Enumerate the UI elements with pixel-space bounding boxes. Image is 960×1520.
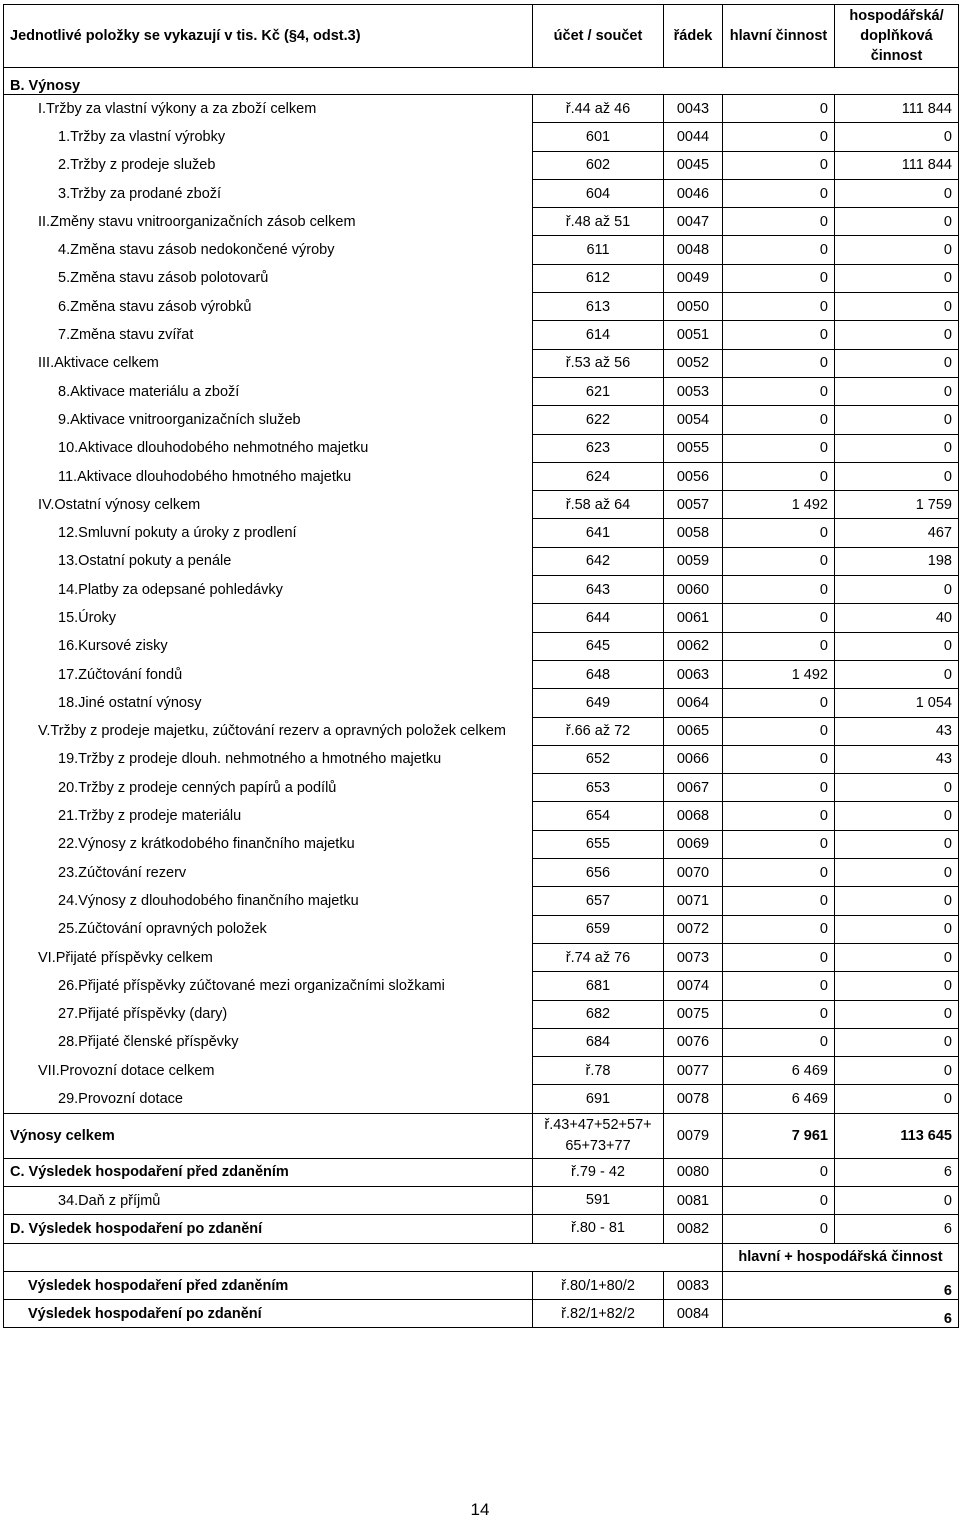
row-main-value: 0 xyxy=(723,1028,835,1056)
row-number: 0044 xyxy=(664,123,723,151)
row-number: 0047 xyxy=(664,208,723,236)
row-label: 28.Přijaté členské příspěvky xyxy=(4,1028,533,1056)
table-row xyxy=(4,519,959,547)
result-after-tax-account: ř.80 - 81 xyxy=(533,1215,664,1243)
row-account: 691 xyxy=(533,1085,664,1113)
income-tax-label: 34.Daň z příjmů xyxy=(4,1186,533,1214)
row-number: 0049 xyxy=(664,264,723,292)
header-secondary-activity: hospodářská/ doplňková činnost xyxy=(835,5,959,68)
row-secondary-value: 0 xyxy=(835,434,959,462)
row-number: 0054 xyxy=(664,406,723,434)
row-number: 0062 xyxy=(664,632,723,660)
row-account: ř.74 až 76 xyxy=(533,943,664,971)
row-label: V.Tržby z prodeje majetku, zúčtování rezerv a opravných položek celkem xyxy=(4,717,533,745)
row-secondary-value: 0 xyxy=(835,774,959,802)
row-secondary-value: 0 xyxy=(835,859,959,887)
row-account: 653 xyxy=(533,774,664,802)
row-main-value: 0 xyxy=(723,462,835,490)
row-account: 659 xyxy=(533,915,664,943)
table-row xyxy=(4,406,959,434)
row-main-value: 0 xyxy=(723,151,835,179)
result-after-tax-row-number: 0082 xyxy=(664,1215,723,1243)
row-number: 0078 xyxy=(664,1085,723,1113)
row-secondary-value: 467 xyxy=(835,519,959,547)
row-account: ř.58 až 64 xyxy=(533,491,664,519)
total-income-label: Výnosy celkem xyxy=(4,1113,533,1158)
row-number: 0069 xyxy=(664,830,723,858)
row-label: 11.Aktivace dlouhodobého hmotného majetku xyxy=(4,462,533,490)
result-after-tax-label: D. Výsledek hospodaření po zdanění xyxy=(4,1215,533,1243)
row-account: 681 xyxy=(533,972,664,1000)
row-number: 0072 xyxy=(664,915,723,943)
result-after-tax xyxy=(4,1215,959,1243)
row-account: 624 xyxy=(533,462,664,490)
table-row xyxy=(4,943,959,971)
row-account: 622 xyxy=(533,406,664,434)
table-row xyxy=(4,349,959,377)
row-number: 0043 xyxy=(664,95,723,123)
row-main-value: 0 xyxy=(723,859,835,887)
row-secondary-value: 0 xyxy=(835,293,959,321)
income-tax-secondary-value: 0 xyxy=(835,1186,959,1214)
row-label: 24.Výnosy z dlouhodobého finančního majetku xyxy=(4,887,533,915)
row-account: 613 xyxy=(533,293,664,321)
table-body xyxy=(4,5,959,1328)
summary-header-row xyxy=(4,1243,959,1271)
row-account: 614 xyxy=(533,321,664,349)
row-account: 604 xyxy=(533,179,664,207)
table-row xyxy=(4,264,959,292)
row-secondary-value: 0 xyxy=(835,943,959,971)
table-row xyxy=(4,745,959,773)
header-description: Jednotlivé položky se vykazují v tis. Kč (§4, odst.3) xyxy=(4,5,533,68)
row-secondary-value: 0 xyxy=(835,236,959,264)
row-main-value: 0 xyxy=(723,576,835,604)
row-main-value: 0 xyxy=(723,264,835,292)
row-secondary-value: 0 xyxy=(835,321,959,349)
table-row xyxy=(4,660,959,688)
row-label: 8.Aktivace materiálu a zboží xyxy=(4,377,533,405)
table-row xyxy=(4,859,959,887)
row-account: 652 xyxy=(533,745,664,773)
table-row xyxy=(4,1028,959,1056)
row-number: 0070 xyxy=(664,859,723,887)
row-number: 0048 xyxy=(664,236,723,264)
row-secondary-value: 0 xyxy=(835,660,959,688)
row-account: 602 xyxy=(533,151,664,179)
table-row xyxy=(4,604,959,632)
row-secondary-value: 0 xyxy=(835,1085,959,1113)
total-income-account: ř.43+47+52+57+ 65+73+77 xyxy=(533,1113,664,1158)
section-row xyxy=(4,68,959,95)
table-row xyxy=(4,208,959,236)
row-main-value: 0 xyxy=(723,887,835,915)
row-account: 641 xyxy=(533,519,664,547)
row-number: 0077 xyxy=(664,1057,723,1085)
result-after-tax-secondary-value: 6 xyxy=(835,1215,959,1243)
row-number: 0059 xyxy=(664,547,723,575)
result-before-tax-row-number: 0080 xyxy=(664,1158,723,1186)
header-row xyxy=(4,5,959,68)
row-label: VII.Provozní dotace celkem xyxy=(4,1057,533,1085)
table-row xyxy=(4,462,959,490)
table-row xyxy=(4,151,959,179)
row-number: 0064 xyxy=(664,689,723,717)
row-number: 0058 xyxy=(664,519,723,547)
row-account: 643 xyxy=(533,576,664,604)
table-row xyxy=(4,95,959,123)
row-label: II.Změny stavu vnitroorganizačních zásob celkem xyxy=(4,208,533,236)
row-label: 25.Zúčtování opravných položek xyxy=(4,915,533,943)
table-row xyxy=(4,887,959,915)
row-secondary-value: 0 xyxy=(835,208,959,236)
table-row xyxy=(4,774,959,802)
row-account: 623 xyxy=(533,434,664,462)
row-account: 655 xyxy=(533,830,664,858)
row-account: ř.53 až 56 xyxy=(533,349,664,377)
row-label: 5.Změna stavu zásob polotovarů xyxy=(4,264,533,292)
row-label: 6.Změna stavu zásob výrobků xyxy=(4,293,533,321)
table-row xyxy=(4,123,959,151)
income-statement-table xyxy=(3,4,959,1328)
row-label: I.Tržby za vlastní výkony a za zboží celkem xyxy=(4,95,533,123)
row-number: 0071 xyxy=(664,887,723,915)
row-label: 18.Jiné ostatní výnosy xyxy=(4,689,533,717)
row-main-value: 0 xyxy=(723,123,835,151)
row-number: 0073 xyxy=(664,943,723,971)
row-label: 15.Úroky xyxy=(4,604,533,632)
table-row xyxy=(4,377,959,405)
row-number: 0055 xyxy=(664,434,723,462)
row-account: 621 xyxy=(533,377,664,405)
row-main-value: 0 xyxy=(723,406,835,434)
row-label: 27.Přijaté příspěvky (dary) xyxy=(4,1000,533,1028)
table-row xyxy=(4,915,959,943)
row-label: 1.Tržby za vlastní výrobky xyxy=(4,123,533,151)
row-secondary-value: 40 xyxy=(835,604,959,632)
row-number: 0053 xyxy=(664,377,723,405)
table-row xyxy=(4,830,959,858)
row-label: 7.Změna stavu zvířat xyxy=(4,321,533,349)
income-tax-row-number: 0081 xyxy=(664,1186,723,1214)
row-label: 2.Tržby z prodeje služeb xyxy=(4,151,533,179)
row-secondary-value: 0 xyxy=(835,915,959,943)
row-main-value: 0 xyxy=(723,179,835,207)
table-row xyxy=(4,1057,959,1085)
result-before-tax-label: C. Výsledek hospodaření před zdaněním xyxy=(4,1158,533,1186)
row-secondary-value: 0 xyxy=(835,264,959,292)
row-number: 0046 xyxy=(664,179,723,207)
section-title: B. Výnosy xyxy=(4,68,959,95)
row-main-value: 0 xyxy=(723,349,835,377)
row-secondary-value: 43 xyxy=(835,745,959,773)
row-secondary-value: 0 xyxy=(835,462,959,490)
summary-row xyxy=(4,1271,959,1299)
row-number: 0074 xyxy=(664,972,723,1000)
income-tax xyxy=(4,1186,959,1214)
row-account: ř.48 až 51 xyxy=(533,208,664,236)
row-account: 657 xyxy=(533,887,664,915)
row-main-value: 0 xyxy=(723,604,835,632)
table-row xyxy=(4,491,959,519)
row-secondary-value: 1 054 xyxy=(835,689,959,717)
row-main-value: 0 xyxy=(723,830,835,858)
row-main-value: 0 xyxy=(723,547,835,575)
row-secondary-value: 0 xyxy=(835,972,959,1000)
row-secondary-value: 0 xyxy=(835,349,959,377)
row-secondary-value: 0 xyxy=(835,179,959,207)
row-number: 0045 xyxy=(664,151,723,179)
row-account: ř.44 až 46 xyxy=(533,95,664,123)
row-main-value: 0 xyxy=(723,377,835,405)
row-label: 22.Výnosy z krátkodobého finančního majetku xyxy=(4,830,533,858)
table-row xyxy=(4,1000,959,1028)
result-before-tax xyxy=(4,1158,959,1186)
summary-row-number: 0083 xyxy=(664,1271,723,1299)
row-label: 9.Aktivace vnitroorganizačních služeb xyxy=(4,406,533,434)
table-row xyxy=(4,179,959,207)
row-main-value: 0 xyxy=(723,943,835,971)
row-label: 17.Zúčtování fondů xyxy=(4,660,533,688)
result-before-tax-main-value: 0 xyxy=(723,1158,835,1186)
row-secondary-value: 0 xyxy=(835,632,959,660)
row-secondary-value: 0 xyxy=(835,1028,959,1056)
row-number: 0060 xyxy=(664,576,723,604)
row-number: 0052 xyxy=(664,349,723,377)
row-secondary-value: 111 844 xyxy=(835,151,959,179)
row-account: 611 xyxy=(533,236,664,264)
table-row xyxy=(4,632,959,660)
summary-label: Výsledek hospodaření po zdanění xyxy=(4,1300,533,1328)
row-secondary-value: 0 xyxy=(835,406,959,434)
row-secondary-value: 43 xyxy=(835,717,959,745)
row-secondary-value: 0 xyxy=(835,123,959,151)
header-account: účet / součet xyxy=(533,5,664,68)
row-main-value: 0 xyxy=(723,519,835,547)
row-number: 0061 xyxy=(664,604,723,632)
row-main-value: 0 xyxy=(723,774,835,802)
row-secondary-value: 0 xyxy=(835,377,959,405)
row-secondary-value: 0 xyxy=(835,576,959,604)
row-secondary-value: 0 xyxy=(835,802,959,830)
result-before-tax-account: ř.79 - 42 xyxy=(533,1158,664,1186)
row-account: 649 xyxy=(533,689,664,717)
header-main-activity: hlavní činnost xyxy=(723,5,835,68)
summary-account: ř.82/1+82/2 xyxy=(533,1300,664,1328)
summary-row xyxy=(4,1300,959,1328)
row-number: 0065 xyxy=(664,717,723,745)
row-account: 654 xyxy=(533,802,664,830)
row-label: 21.Tržby z prodeje materiálu xyxy=(4,802,533,830)
row-label: III.Aktivace celkem xyxy=(4,349,533,377)
row-label: 19.Tržby z prodeje dlouh. nehmotného a hmotného majetku xyxy=(4,745,533,773)
row-label: 26.Přijaté příspěvky zúčtované mezi organizačními složkami xyxy=(4,972,533,1000)
row-account: 644 xyxy=(533,604,664,632)
table-row xyxy=(4,717,959,745)
row-account: 656 xyxy=(533,859,664,887)
income-tax-main-value: 0 xyxy=(723,1186,835,1214)
row-secondary-value: 0 xyxy=(835,1000,959,1028)
row-number: 0051 xyxy=(664,321,723,349)
row-main-value: 0 xyxy=(723,1000,835,1028)
row-account: 645 xyxy=(533,632,664,660)
summary-label: Výsledek hospodaření před zdaněním xyxy=(4,1271,533,1299)
row-label: 14.Platby za odepsané pohledávky xyxy=(4,576,533,604)
row-number: 0063 xyxy=(664,660,723,688)
result-before-tax-secondary-value: 6 xyxy=(835,1158,959,1186)
row-account: 612 xyxy=(533,264,664,292)
summary-header: hlavní + hospodářská činnost xyxy=(723,1243,959,1271)
row-number: 0075 xyxy=(664,1000,723,1028)
row-main-value: 0 xyxy=(723,321,835,349)
row-number: 0067 xyxy=(664,774,723,802)
row-main-value: 0 xyxy=(723,802,835,830)
table-row xyxy=(4,434,959,462)
row-secondary-value: 111 844 xyxy=(835,95,959,123)
income-tax-account: 591 xyxy=(533,1186,664,1214)
row-number: 0057 xyxy=(664,491,723,519)
row-secondary-value: 198 xyxy=(835,547,959,575)
row-label: 16.Kursové zisky xyxy=(4,632,533,660)
total-income xyxy=(4,1113,959,1158)
table-row xyxy=(4,293,959,321)
row-main-value: 0 xyxy=(723,208,835,236)
row-label: 20.Tržby z prodeje cenných papírů a podílů xyxy=(4,774,533,802)
row-account: ř.78 xyxy=(533,1057,664,1085)
row-main-value: 0 xyxy=(723,689,835,717)
header-row-number: řádek xyxy=(664,5,723,68)
row-main-value: 0 xyxy=(723,745,835,773)
row-secondary-value: 0 xyxy=(835,887,959,915)
table-row xyxy=(4,236,959,264)
row-number: 0068 xyxy=(664,802,723,830)
row-label: 29.Provozní dotace xyxy=(4,1085,533,1113)
summary-row-number: 0084 xyxy=(664,1300,723,1328)
row-main-value: 0 xyxy=(723,972,835,1000)
summary-header-blank xyxy=(4,1243,723,1271)
table-row xyxy=(4,802,959,830)
row-main-value: 0 xyxy=(723,915,835,943)
summary-value: 6 xyxy=(723,1271,959,1299)
total-income-secondary-value: 113 645 xyxy=(835,1113,959,1158)
row-main-value: 0 xyxy=(723,293,835,321)
table-row xyxy=(4,689,959,717)
row-label: 4.Změna stavu zásob nedokončené výroby xyxy=(4,236,533,264)
row-main-value: 0 xyxy=(723,434,835,462)
row-main-value: 1 492 xyxy=(723,660,835,688)
result-after-tax-main-value: 0 xyxy=(723,1215,835,1243)
row-secondary-value: 0 xyxy=(835,1057,959,1085)
row-main-value: 0 xyxy=(723,717,835,745)
row-main-value: 6 469 xyxy=(723,1057,835,1085)
row-number: 0056 xyxy=(664,462,723,490)
row-account: 682 xyxy=(533,1000,664,1028)
row-number: 0050 xyxy=(664,293,723,321)
row-account: 601 xyxy=(533,123,664,151)
row-label: 13.Ostatní pokuty a penále xyxy=(4,547,533,575)
row-main-value: 0 xyxy=(723,95,835,123)
summary-account: ř.80/1+80/2 xyxy=(533,1271,664,1299)
table-row xyxy=(4,576,959,604)
row-label: 23.Zúčtování rezerv xyxy=(4,859,533,887)
row-number: 0066 xyxy=(664,745,723,773)
row-label: IV.Ostatní výnosy celkem xyxy=(4,491,533,519)
row-secondary-value: 1 759 xyxy=(835,491,959,519)
page-number: 14 xyxy=(470,1500,490,1519)
total-income-main-value: 7 961 xyxy=(723,1113,835,1158)
row-label: 10.Aktivace dlouhodobého nehmotného majetku xyxy=(4,434,533,462)
row-secondary-value: 0 xyxy=(835,830,959,858)
summary-value: 6 xyxy=(723,1300,959,1328)
total-income-row-number: 0079 xyxy=(664,1113,723,1158)
row-main-value: 0 xyxy=(723,236,835,264)
table-row xyxy=(4,547,959,575)
row-label: 12.Smluvní pokuty a úroky z prodlení xyxy=(4,519,533,547)
table-row xyxy=(4,321,959,349)
row-account: 642 xyxy=(533,547,664,575)
row-account: 648 xyxy=(533,660,664,688)
row-main-value: 0 xyxy=(723,632,835,660)
row-main-value: 6 469 xyxy=(723,1085,835,1113)
table-row xyxy=(4,1085,959,1113)
table-row xyxy=(4,972,959,1000)
row-label: 3.Tržby za prodané zboží xyxy=(4,179,533,207)
row-account: 684 xyxy=(533,1028,664,1056)
row-main-value: 1 492 xyxy=(723,491,835,519)
row-account: ř.66 až 72 xyxy=(533,717,664,745)
row-number: 0076 xyxy=(664,1028,723,1056)
row-label: VI.Přijaté příspěvky celkem xyxy=(4,943,533,971)
